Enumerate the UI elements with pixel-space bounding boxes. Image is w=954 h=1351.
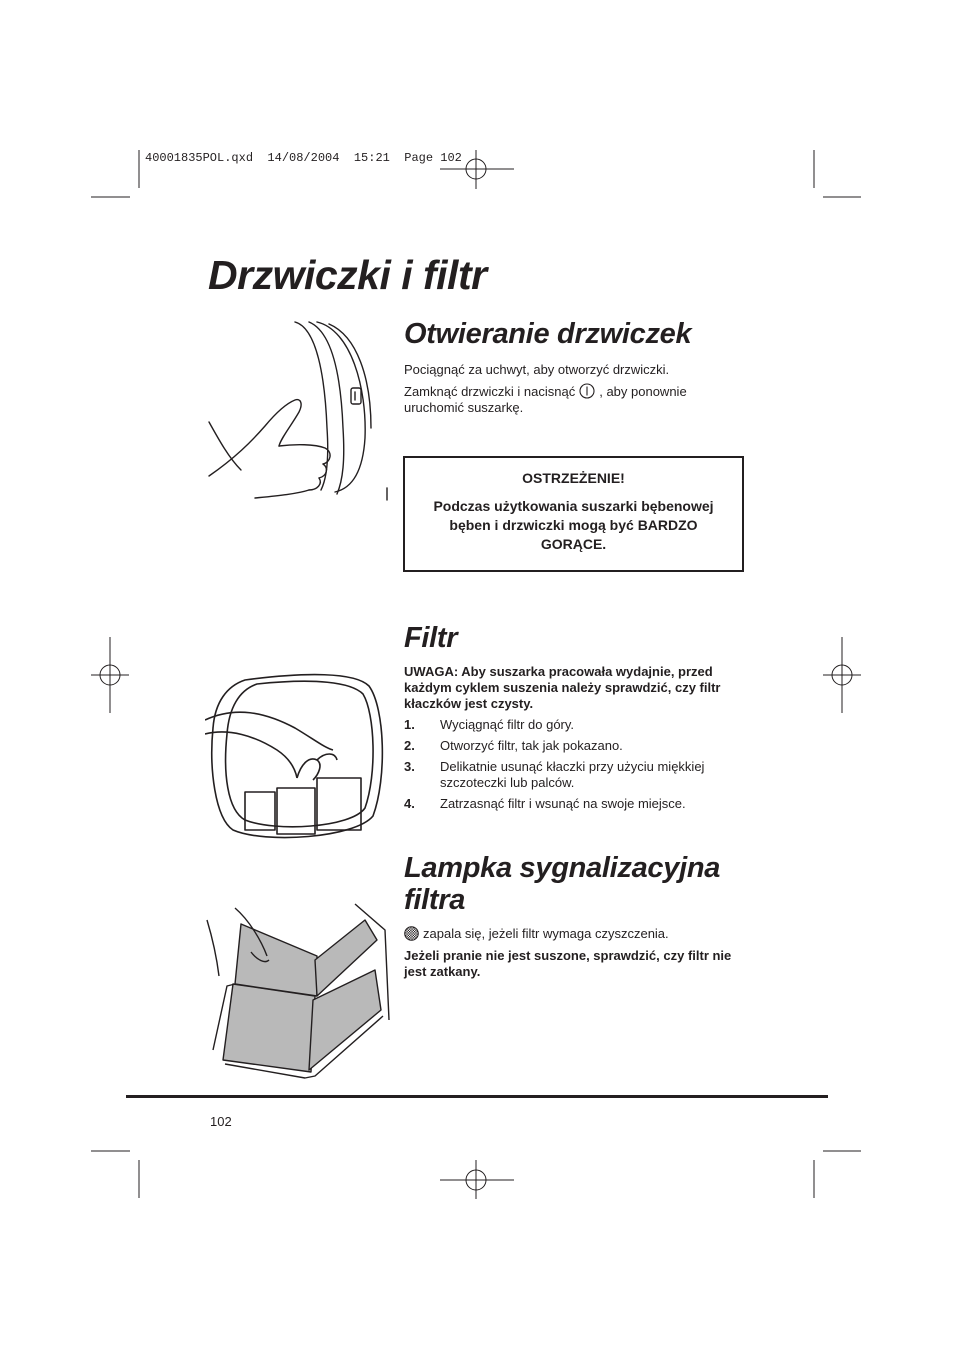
page-number: 102: [210, 1114, 232, 1129]
step-text: Zatrzasnąć filtr i wsunąć na swoje miejsce.: [440, 796, 686, 811]
list-item: [404, 759, 729, 791]
step-number: 1.: [404, 717, 415, 732]
step-number: 2.: [404, 738, 415, 753]
warning-text: Podczas użytkowania suszarki bębenowej bęben i drzwiczki mogą być BARDZO GORĄCE.: [433, 498, 714, 552]
section-heading-door: Otwieranie drzwiczek: [404, 318, 692, 350]
power-button-icon: [579, 383, 595, 399]
step-text: Otworzyć filtr, tak jak pokazano.: [440, 738, 623, 753]
step-number: 3.: [404, 759, 415, 774]
door-instruction-2-c: uruchomić suszarkę.: [404, 400, 524, 415]
list-item: [404, 717, 729, 733]
list-item: [404, 738, 729, 754]
filter-note: UWAGA: Aby suszarka pracowała wydajnie, przed każdym cyklem suszenia należy sprawdzić, czy filtr kłaczków jest czysty.: [404, 664, 721, 711]
lamp-heading-line2: filtra: [404, 884, 466, 916]
filter-lamp-icon: [404, 926, 419, 941]
print-slug: 40001835POL.qxd 14/08/2004 15:21 Page 102: [145, 151, 462, 165]
door-opening-illustration: [205, 318, 395, 508]
footer-rule: [126, 1095, 828, 1098]
lamp-text-2: Jeżeli pranie nie jest suszone, sprawdzić, czy filtr nie jest zatkany.: [404, 948, 732, 979]
warning-title: OSTRZEŻENIE!: [522, 470, 625, 486]
door-instruction-2-b: , aby ponownie: [599, 384, 687, 399]
lamp-text-1: [404, 926, 734, 942]
warning-box: [403, 456, 744, 572]
filter-steps: [404, 717, 729, 817]
filter-open-illustration: [205, 900, 395, 1085]
step-number: 4.: [404, 796, 415, 811]
lamp-heading-line1: Lampka sygnalizacyjna: [404, 852, 721, 884]
door-instruction-1: Pociągnąć za uchwyt, aby otworzyć drzwiczki.: [404, 362, 670, 377]
list-item: [404, 796, 729, 812]
step-text: Delikatnie usunąć kłaczki przy użyciu miękkiej szczoteczki lub palców.: [440, 759, 705, 790]
page-title: Drzwiczki i filtr: [208, 252, 487, 298]
filter-removal-illustration: [205, 668, 395, 848]
section-heading-filter: Filtr: [404, 622, 458, 654]
section-heading-lamp: [404, 852, 720, 916]
door-instruction-2-a: Zamknąć drzwiczki i nacisnąć: [404, 384, 576, 399]
step-text: Wyciągnąć filtr do góry.: [440, 717, 575, 732]
lamp-description: zapala się, jeżeli filtr wymaga czyszczenia.: [423, 926, 669, 941]
door-instruction-2: [404, 383, 724, 416]
